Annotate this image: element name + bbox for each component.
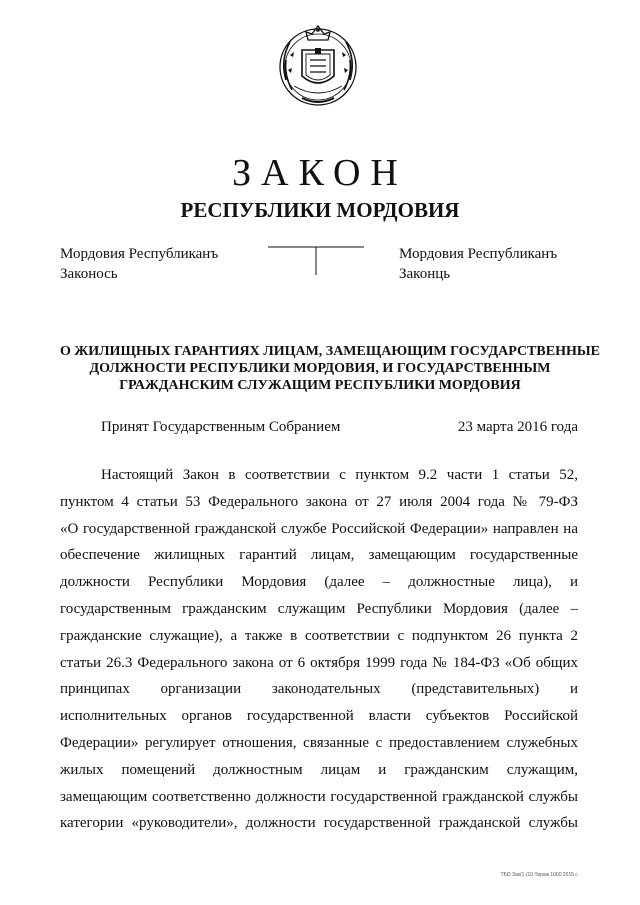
adopted-by-text: Принят Государственным Собранием xyxy=(101,419,341,435)
header-divider-line xyxy=(268,246,364,276)
republic-subtitle: РЕСПУБЛИКИ МОРДОВИЯ xyxy=(180,198,460,222)
subject-line: О ЖИЛИЩНЫХ ГАРАНТИЯХ ЛИЦАМ, ЗАМЕЩАЮЩИМ ГОСУДАРСТВЕННЫЕ xyxy=(60,344,600,359)
body-line: государственным гражданским служащим Республики Мордовия (далее – xyxy=(60,600,578,617)
adopted-date: 23 марта 2016 года xyxy=(457,419,578,435)
subject-line: ДОЛЖНОСТИ РЕСПУБЛИКИ МОРДОВИЯ, И ГОСУДАРСТВЕННЫМ xyxy=(89,361,551,376)
body-line: категории «руководители», должности государственной гражданской службы xyxy=(60,815,578,832)
law-subject-heading xyxy=(60,343,600,394)
erzya-header-line: Законць xyxy=(399,266,451,282)
body-line: пунктом 4 статьи 53 Федерального закона от 27 июля 2004 года № 79-ФЗ xyxy=(60,493,578,510)
erzya-header xyxy=(399,244,557,284)
moksha-header xyxy=(60,244,218,284)
body-line: «О государственной гражданской службе Российской Федерации» направлен на xyxy=(60,520,578,537)
body-line: должности Республики Мордовия (далее – должностные лица), и xyxy=(60,574,578,591)
body-line: обеспечение жилищных гарантий лицам, замещающим государственные xyxy=(60,547,578,564)
coat-of-arms-emblem xyxy=(272,20,364,112)
law-title: ЗАКОН xyxy=(232,152,408,194)
subject-line: ГРАЖДАНСКИМ СЛУЖАЩИМ РЕСПУБЛИКИ МОРДОВИЯ xyxy=(119,378,521,393)
body-line: замещающим соответственно должности государственной гражданской службы xyxy=(60,788,578,805)
moksha-header-line: Законось xyxy=(60,266,118,282)
erzya-header-line: Мордовия Республиканъ xyxy=(399,246,558,262)
body-line: жилых помещений должностным лицам и гражданским служащим, xyxy=(60,761,578,778)
body-line: принципах организации законодательных (представительных) и xyxy=(60,681,578,698)
moksha-header-line: Мордовия Республиканъ xyxy=(60,246,219,262)
body-line: гражданские служащие), а также в соответствии с подпунктом 26 пункта 2 xyxy=(60,627,578,644)
body-line: исполнительных органов государственной власти субъектов Российской xyxy=(60,708,578,725)
law-body-paragraph xyxy=(60,462,578,837)
body-line: Федерации» регулирует отношения, связанные с предоставлением служебных xyxy=(60,734,578,751)
print-footer-code: ТБО Зак(1 (10 Тираж 1000 2015 г. xyxy=(500,872,578,878)
body-line: Настоящий Закон в соответствии с пунктом 9.2 части 1 статьи 52, xyxy=(101,467,578,483)
body-line: статьи 26.3 Федерального закона от 6 октября 1999 года № 184-ФЗ «Об общих xyxy=(60,654,578,671)
